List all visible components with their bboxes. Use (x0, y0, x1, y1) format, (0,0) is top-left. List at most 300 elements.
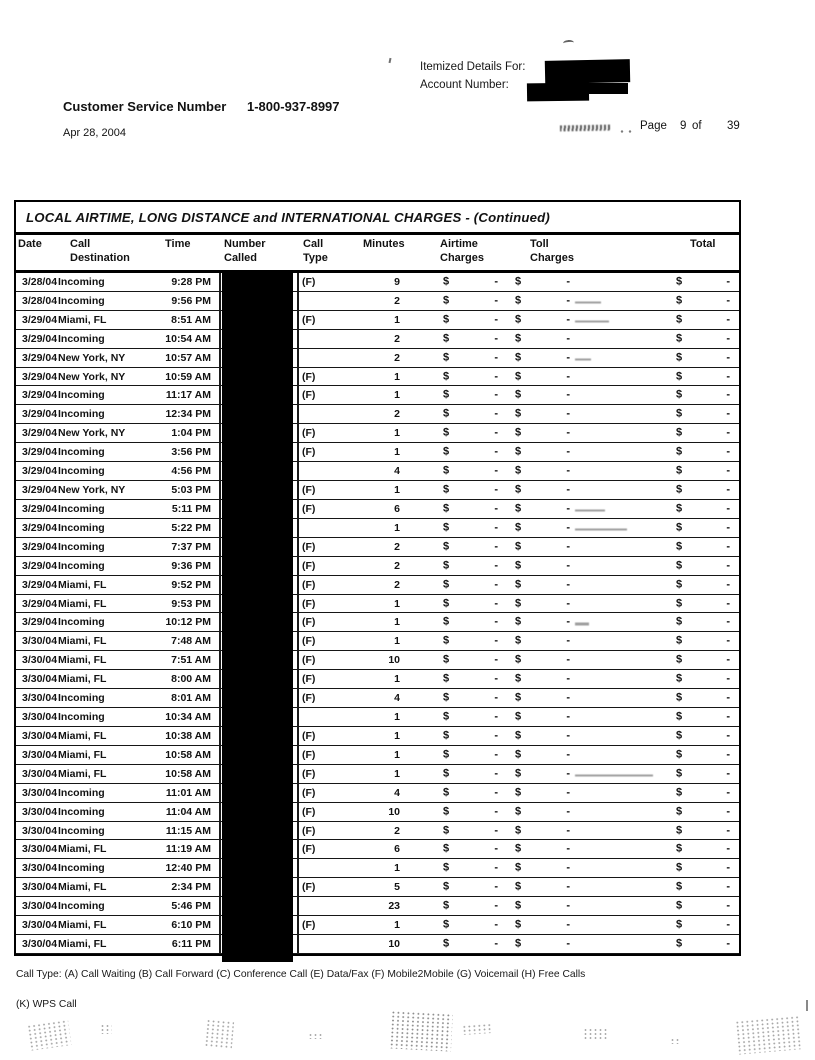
cell-toll-charge (515, 863, 570, 874)
zero-amount-mark: - (726, 842, 730, 855)
cell-date: 3/29/04 (22, 597, 58, 610)
zero-amount-mark: - (494, 824, 498, 837)
cell-total-charge (676, 730, 730, 741)
cell-time: 10:54 AM (165, 332, 211, 345)
cell-airtime-charge (443, 390, 498, 401)
currency-symbol: $ (515, 691, 522, 704)
currency-symbol: $ (443, 615, 450, 628)
cell-airtime-charge (443, 579, 498, 590)
cell-date: 3/30/04 (22, 691, 58, 704)
cell-minutes: 10 (388, 654, 400, 667)
table-header-row (16, 235, 739, 273)
currency-symbol: $ (676, 805, 683, 818)
table-row (16, 386, 739, 405)
cell-date: 3/29/04 (22, 521, 58, 534)
cell-date: 3/30/04 (22, 881, 58, 894)
zero-amount-mark: - (566, 578, 570, 591)
currency-symbol: $ (515, 332, 522, 345)
cell-time: 9:52 PM (171, 578, 211, 591)
currency-symbol: $ (676, 710, 683, 723)
zero-amount-mark: - (566, 294, 570, 307)
cell-minutes: 4 (394, 691, 400, 704)
cell-destination: New York, NY (58, 427, 126, 440)
currency-symbol: $ (515, 615, 522, 628)
cell-airtime-charge (443, 655, 498, 666)
cell-time: 10:34 AM (165, 710, 211, 723)
col-header-date: Date (18, 238, 42, 250)
cell-time: 11:15 AM (165, 824, 211, 837)
cell-destination: Incoming (58, 691, 105, 704)
table-row (16, 519, 739, 538)
cell-minutes: 1 (394, 483, 400, 496)
table-row (16, 595, 739, 614)
zero-amount-mark: - (494, 842, 498, 855)
currency-symbol: $ (443, 483, 450, 496)
currency-symbol: $ (515, 521, 522, 534)
currency-symbol: $ (676, 767, 683, 780)
col-header-time: Time (165, 238, 191, 250)
cell-airtime-charge (443, 314, 498, 325)
currency-symbol: $ (515, 294, 522, 307)
cell-date: 3/30/04 (22, 805, 58, 818)
zero-amount-mark: - (566, 332, 570, 345)
zero-amount-mark: - (566, 861, 570, 874)
cell-airtime-charge (443, 333, 498, 344)
table-row (16, 840, 739, 859)
cell-toll-charge (515, 882, 570, 893)
cell-toll-charge (515, 901, 570, 912)
cell-total-charge (676, 939, 730, 950)
cell-total-charge (676, 352, 730, 363)
cell-date: 3/29/04 (22, 389, 58, 402)
currency-symbol: $ (676, 691, 683, 704)
zero-amount-mark: - (494, 388, 498, 401)
currency-symbol: $ (443, 880, 450, 893)
cell-airtime-charge (443, 749, 498, 760)
cell-minutes: 2 (394, 294, 400, 307)
currency-symbol: $ (676, 275, 683, 288)
cell-total-charge (676, 390, 730, 401)
cell-airtime-charge (443, 939, 498, 950)
table-row (16, 613, 739, 632)
zero-amount-mark: - (726, 824, 730, 837)
currency-symbol: $ (515, 464, 522, 477)
cell-time: 5:11 PM (171, 502, 211, 515)
scan-noise (26, 1019, 71, 1051)
table-row (16, 292, 739, 311)
cell-time: 9:36 PM (171, 559, 211, 572)
currency-symbol: $ (676, 426, 683, 439)
currency-symbol: $ (676, 388, 683, 401)
currency-symbol: $ (443, 805, 450, 818)
currency-symbol: $ (443, 294, 450, 307)
currency-symbol: $ (443, 691, 450, 704)
zero-amount-mark: - (494, 786, 498, 799)
table-row (16, 916, 739, 935)
cell-date: 3/28/04 (22, 275, 58, 288)
cell-minutes: 1 (394, 445, 400, 458)
currency-symbol: $ (676, 578, 683, 591)
col-header-total: Total (690, 238, 716, 250)
cell-destination: Incoming (58, 502, 105, 515)
currency-symbol: $ (515, 937, 522, 950)
currency-symbol: $ (443, 464, 450, 477)
table-row (16, 462, 739, 481)
currency-symbol: $ (676, 597, 683, 610)
cell-destination: Incoming (58, 862, 105, 875)
cell-toll-charge (515, 333, 570, 344)
currency-symbol: $ (515, 578, 522, 591)
currency-symbol: $ (676, 502, 683, 515)
cell-total-charge (676, 712, 730, 723)
call-type-legend: Call Type: (A) Call Waiting (B) Call Forward (C) Conference Call (E) Data/Fax (F) Mobile2Mobile (G) Voicemail (H) Free Calls (16, 969, 586, 980)
cell-time: 5:46 PM (171, 899, 211, 912)
cell-call-type: (F) (302, 672, 316, 685)
zero-amount-mark: - (566, 824, 570, 837)
zero-amount-mark: - (726, 918, 730, 931)
currency-symbol: $ (515, 483, 522, 496)
cell-total-charge (676, 882, 730, 893)
cell-toll-charge (515, 825, 570, 836)
cell-time: 10:38 AM (165, 729, 211, 742)
currency-symbol: $ (515, 672, 522, 685)
cell-time: 8:51 AM (171, 313, 211, 326)
cell-toll-charge (515, 314, 570, 325)
table-row (16, 765, 739, 784)
cell-toll-charge (515, 485, 570, 496)
cell-total-charge (676, 314, 730, 325)
scan-artifact-smudge (560, 125, 610, 132)
cell-time: 12:34 PM (165, 408, 211, 421)
cell-toll-charge (515, 768, 570, 779)
currency-symbol: $ (676, 937, 683, 950)
zero-amount-mark: - (726, 880, 730, 893)
zero-amount-mark: - (726, 767, 730, 780)
cell-destination: Miami, FL (58, 672, 107, 685)
zero-amount-mark: - (494, 445, 498, 458)
cell-total-charge (676, 806, 730, 817)
cell-airtime-charge (443, 522, 498, 533)
cell-minutes: 1 (394, 427, 400, 440)
zero-amount-mark: - (566, 464, 570, 477)
cell-time: 9:56 PM (171, 294, 211, 307)
cell-call-type: (F) (302, 389, 316, 402)
zero-amount-mark: - (494, 483, 498, 496)
currency-symbol: $ (676, 824, 683, 837)
cell-call-type: (F) (302, 654, 316, 667)
zero-amount-mark: - (494, 275, 498, 288)
cell-minutes: 4 (394, 786, 400, 799)
scan-noise (204, 1019, 234, 1049)
cell-call-type: (F) (302, 275, 316, 288)
col-header-minutes: Minutes (363, 238, 405, 250)
cell-total-charge (676, 674, 730, 685)
currency-symbol: $ (443, 445, 450, 458)
cell-time: 3:56 PM (171, 445, 211, 458)
currency-symbol: $ (443, 407, 450, 420)
cell-destination: Incoming (58, 899, 105, 912)
cell-airtime-charge (443, 863, 498, 874)
cell-destination: Incoming (58, 824, 105, 837)
cell-call-type: (F) (302, 445, 316, 458)
zero-amount-mark: - (726, 805, 730, 818)
table-body (16, 273, 739, 954)
currency-symbol: $ (676, 351, 683, 364)
zero-amount-mark: - (566, 615, 570, 628)
currency-symbol: $ (676, 540, 683, 553)
cell-total-charge (676, 749, 730, 760)
currency-symbol: $ (515, 767, 522, 780)
cell-airtime-charge (443, 636, 498, 647)
cell-airtime-charge (443, 901, 498, 912)
zero-amount-mark: - (726, 615, 730, 628)
zero-amount-mark: - (494, 464, 498, 477)
cell-time: 5:22 PM (171, 521, 211, 534)
cell-date: 3/29/04 (22, 332, 58, 345)
zero-amount-mark: - (566, 672, 570, 685)
cell-toll-charge (515, 503, 570, 514)
currency-symbol: $ (515, 634, 522, 647)
cell-airtime-charge (443, 825, 498, 836)
table-row (16, 708, 739, 727)
zero-amount-mark: - (494, 937, 498, 950)
zero-amount-mark: - (494, 559, 498, 572)
cell-time: 10:12 PM (165, 616, 211, 629)
cell-date: 3/29/04 (22, 313, 58, 326)
cell-destination: Incoming (58, 408, 105, 421)
zero-amount-mark: - (494, 653, 498, 666)
zero-amount-mark: - (566, 634, 570, 647)
cell-time: 4:56 PM (171, 464, 211, 477)
cell-destination: Miami, FL (58, 729, 107, 742)
currency-symbol: $ (515, 426, 522, 439)
table-row (16, 935, 739, 954)
cell-total-charge (676, 787, 730, 798)
table-row (16, 632, 739, 651)
cell-destination: Incoming (58, 559, 105, 572)
cell-toll-charge (515, 674, 570, 685)
cell-toll-charge (515, 560, 570, 571)
cell-toll-charge (515, 712, 570, 723)
cell-time: 5:03 PM (171, 483, 211, 496)
cell-toll-charge (515, 295, 570, 306)
cell-minutes: 4 (394, 464, 400, 477)
currency-symbol: $ (515, 388, 522, 401)
currency-symbol: $ (676, 729, 683, 742)
zero-amount-mark: - (566, 918, 570, 931)
cell-total-charge (676, 485, 730, 496)
cell-minutes: 2 (394, 408, 400, 421)
currency-symbol: $ (443, 559, 450, 572)
zero-amount-mark: - (494, 880, 498, 893)
zero-amount-mark: - (494, 691, 498, 704)
currency-symbol: $ (515, 370, 522, 383)
cell-minutes: 2 (394, 332, 400, 345)
cell-date: 3/29/04 (22, 464, 58, 477)
cell-time: 12:40 PM (165, 862, 211, 875)
table-row (16, 897, 739, 916)
zero-amount-mark: - (494, 918, 498, 931)
currency-symbol: $ (443, 861, 450, 874)
cell-destination: Miami, FL (58, 881, 107, 894)
cell-date: 3/29/04 (22, 483, 58, 496)
cell-airtime-charge (443, 787, 498, 798)
zero-amount-mark: - (726, 426, 730, 439)
currency-symbol: $ (443, 842, 450, 855)
cell-call-type: (F) (302, 918, 316, 931)
currency-symbol: $ (515, 861, 522, 874)
zero-amount-mark: - (726, 332, 730, 345)
zero-amount-mark: - (566, 275, 570, 288)
cell-destination: New York, NY (58, 370, 126, 383)
cell-toll-charge (515, 371, 570, 382)
zero-amount-mark: - (494, 426, 498, 439)
cell-time: 6:10 PM (171, 918, 211, 931)
cell-call-type: (F) (302, 313, 316, 326)
cell-total-charge (676, 901, 730, 912)
zero-amount-mark: - (494, 672, 498, 685)
page-of-label: of (692, 120, 702, 132)
cell-time: 7:37 PM (171, 540, 211, 553)
zero-amount-mark: - (566, 407, 570, 420)
zero-amount-mark: - (494, 615, 498, 628)
cell-airtime-charge (443, 352, 498, 363)
zero-amount-mark: - (726, 370, 730, 383)
page-number: 9 (680, 120, 687, 132)
zero-amount-mark: - (566, 502, 570, 515)
currency-symbol: $ (676, 294, 683, 307)
cell-airtime-charge (443, 503, 498, 514)
table-row (16, 803, 739, 822)
col-header-number-called: Number Called (224, 238, 266, 264)
cell-destination: Incoming (58, 275, 105, 288)
cell-airtime-charge (443, 466, 498, 477)
cell-time: 11:04 AM (165, 805, 211, 818)
cell-destination: Miami, FL (58, 597, 107, 610)
zero-amount-mark: - (726, 786, 730, 799)
cell-time: 9:28 PM (171, 275, 211, 288)
cell-toll-charge (515, 787, 570, 798)
scan-noise (670, 1038, 680, 1044)
scan-artifact-tilde (563, 40, 574, 47)
cell-minutes: 1 (394, 313, 400, 326)
cell-call-type: (F) (302, 881, 316, 894)
cell-date: 3/30/04 (22, 843, 58, 856)
table-row (16, 424, 739, 443)
cell-minutes: 9 (394, 275, 400, 288)
scan-noise (735, 1015, 802, 1054)
currency-symbol: $ (515, 313, 522, 326)
scan-noise (308, 1033, 322, 1039)
cell-airtime-charge (443, 920, 498, 931)
zero-amount-mark: - (566, 710, 570, 723)
cell-toll-charge (515, 939, 570, 950)
cell-total-charge (676, 560, 730, 571)
cell-total-charge (676, 655, 730, 666)
zero-amount-mark: - (494, 861, 498, 874)
currency-symbol: $ (676, 672, 683, 685)
currency-symbol: $ (676, 899, 683, 912)
currency-symbol: $ (443, 578, 450, 591)
currency-symbol: $ (515, 559, 522, 572)
number-called-column-left-border (219, 273, 221, 954)
col-header-toll-charges: Toll Charges (530, 238, 575, 264)
cell-date: 3/29/04 (22, 427, 58, 440)
currency-symbol: $ (443, 710, 450, 723)
currency-symbol: $ (515, 899, 522, 912)
zero-amount-mark: - (566, 786, 570, 799)
cell-toll-charge (515, 920, 570, 931)
currency-symbol: $ (515, 842, 522, 855)
currency-symbol: $ (676, 332, 683, 345)
cell-airtime-charge (443, 541, 498, 552)
cell-call-type: (F) (302, 370, 316, 383)
zero-amount-mark: - (726, 634, 730, 647)
currency-symbol: $ (676, 521, 683, 534)
scan-noise (462, 1023, 493, 1035)
currency-symbol: $ (676, 842, 683, 855)
currency-symbol: $ (515, 445, 522, 458)
cell-destination: New York, NY (58, 483, 126, 496)
number-called-column-right-border (297, 273, 299, 954)
cell-call-type: (F) (302, 559, 316, 572)
scan-noise (583, 1028, 607, 1040)
currency-symbol: $ (443, 937, 450, 950)
cell-date: 3/30/04 (22, 918, 58, 931)
table-row (16, 859, 739, 878)
cell-time: 10:59 AM (165, 370, 211, 383)
cell-airtime-charge (443, 295, 498, 306)
zero-amount-mark: - (726, 275, 730, 288)
zero-amount-mark: - (566, 653, 570, 666)
scan-noise (806, 1000, 808, 1011)
currency-symbol: $ (515, 540, 522, 553)
currency-symbol: $ (515, 407, 522, 420)
cell-date: 3/29/04 (22, 445, 58, 458)
cell-call-type: (F) (302, 597, 316, 610)
currency-symbol: $ (515, 275, 522, 288)
cell-minutes: 1 (394, 729, 400, 742)
cell-date: 3/30/04 (22, 899, 58, 912)
cell-call-type: (F) (302, 748, 316, 761)
cell-total-charge (676, 579, 730, 590)
cell-date: 3/30/04 (22, 824, 58, 837)
cell-call-type: (F) (302, 540, 316, 553)
currency-symbol: $ (676, 615, 683, 628)
cell-call-type: (F) (302, 635, 316, 648)
cell-toll-charge (515, 390, 570, 401)
cell-time: 11:17 AM (165, 389, 211, 402)
table-row (16, 405, 739, 424)
cell-toll-charge (515, 693, 570, 704)
cell-toll-charge (515, 522, 570, 533)
currency-symbol: $ (515, 748, 522, 761)
zero-amount-mark: - (726, 540, 730, 553)
currency-symbol: $ (676, 464, 683, 477)
cell-call-type: (F) (302, 483, 316, 496)
zero-amount-mark: - (494, 407, 498, 420)
cell-minutes: 1 (394, 389, 400, 402)
zero-amount-mark: - (566, 767, 570, 780)
cell-toll-charge (515, 598, 570, 609)
cell-toll-charge (515, 541, 570, 552)
cell-toll-charge (515, 749, 570, 760)
cell-call-type: (F) (302, 786, 316, 799)
cell-total-charge (676, 693, 730, 704)
cell-time: 11:01 AM (165, 786, 211, 799)
cell-minutes: 1 (394, 767, 400, 780)
currency-symbol: $ (515, 805, 522, 818)
